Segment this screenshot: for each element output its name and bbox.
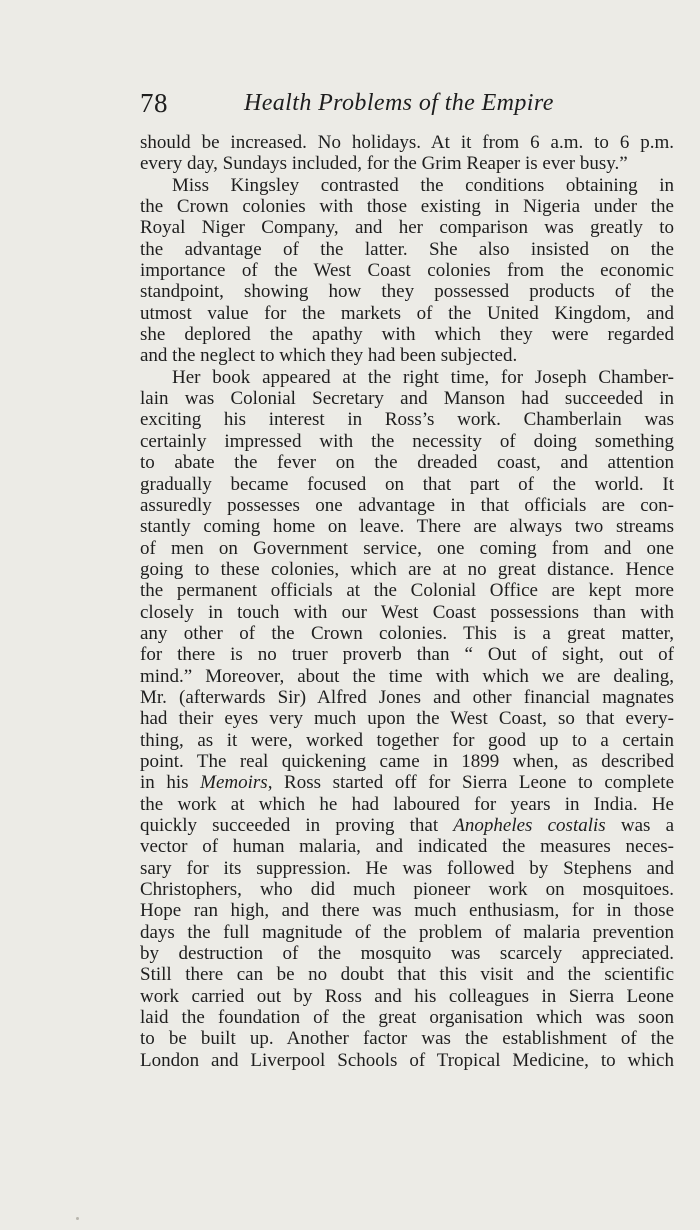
text-line: for there is no truer proverb than “ Out of sight, out of: [140, 644, 674, 666]
text-line: gradually became focused on that part of the world. It: [140, 473, 674, 495]
text-line: [140, 772, 674, 793]
text-line: the Crown colonies with those existing in Nigeria under the: [140, 196, 674, 218]
text-line: every day, Sundays included, for the Grim Reaper is ever busy.”: [140, 153, 628, 175]
text-line: Christophers, who did much pioneer work on mosquitoes.: [140, 879, 674, 901]
text-line: to abate the fever on the dreaded coast, and attention: [140, 452, 674, 474]
text-line: by destruction of the mosquito was scarcely appreciated.: [140, 943, 674, 965]
text-line: Still there can be no doubt that this visit and the scientific: [140, 964, 674, 986]
text-line: assuredly possesses one advantage in that officials are con-: [140, 494, 674, 516]
paper-speck: [76, 1217, 79, 1220]
book-title-italic: Memoirs: [200, 772, 268, 794]
text-line: closely in touch with our West Coast possessions than with: [140, 601, 674, 623]
text-line: laid the foundation of the great organisation which was soon: [140, 1007, 674, 1029]
text-line: certainly impressed with the necessity of doing something: [140, 430, 674, 452]
text-line: sary for its suppression. He was followed by Stephens and: [140, 857, 674, 879]
text-line: Royal Niger Company, and her comparison was greatly to: [140, 217, 674, 239]
text-line: [140, 815, 674, 836]
paragraph-start-line: Miss Kingsley contrasted the conditions obtaining in: [172, 174, 674, 196]
text-line: days the full magnitude of the problem of malaria prevention: [140, 921, 674, 943]
text-line: the advantage of the latter. She also insisted on the: [140, 238, 674, 260]
text-line: lain was Colonial Secretary and Manson had succeeded in: [140, 388, 674, 410]
body-text: [140, 132, 674, 1071]
text-fragment: in his: [140, 772, 201, 794]
text-line: work carried out by Ross and his colleagues in Sierra Leone: [140, 985, 674, 1007]
text-line: she deplored the apathy with which they were regarded: [140, 324, 674, 346]
text-line: London and Liverpool Schools of Tropical Medicine, to which: [140, 1049, 674, 1071]
text-line: stantly coming home on leave. There are always two streams: [140, 516, 674, 538]
text-line: should be increased. No holidays. At it from 6 a.m. to 6 p.m.: [140, 132, 674, 153]
text-line: had their eyes very much upon the West Coast, so that every-: [140, 708, 674, 730]
text-fragment: was a: [605, 815, 674, 836]
text-fragment: quickly succeeded in proving that: [140, 815, 454, 836]
text-line: point. The real quickening came in 1899 when, as described: [140, 750, 674, 772]
text-line: utmost value for the markets of the United Kingdom, and: [140, 302, 674, 324]
text-line: of men on Government service, one coming from and one: [140, 537, 674, 559]
text-line: the work at which he had laboured for years in India. He: [140, 793, 674, 815]
text-line: vector of human malaria, and indicated the measures neces-: [140, 836, 674, 858]
species-name-italic: Anopheles costalis: [453, 815, 606, 836]
text-line: the permanent officials at the Colonial Office are kept more: [140, 580, 674, 602]
page-header: [140, 88, 674, 128]
page-number: 78: [140, 88, 168, 118]
paragraph-start-line: Her book appeared at the right time, for Joseph Chamber-: [172, 366, 674, 388]
running-title: Health Problems of the Empire: [244, 90, 554, 116]
text-line: and the neglect to which they had been subjected.: [140, 345, 518, 367]
text-line: Hope ran high, and there was much enthusiasm, for in those: [140, 900, 674, 922]
text-line: Mr. (afterwards Sir) Alfred Jones and other financial magnates: [140, 686, 674, 708]
text-line: thing, as it were, worked together for good up to a certain: [140, 729, 674, 751]
text-line: exciting his interest in Ross’s work. Chamberlain was: [140, 409, 674, 431]
text-line: mind.” Moreover, about the time with which we are dealing,: [140, 665, 674, 687]
text-line: going to these colonies, which are at no great distance. Hence: [140, 558, 674, 580]
text-line: standpoint, showing how they possessed products of the: [140, 281, 674, 303]
text-line: any other of the Crown colonies. This is a great matter,: [140, 622, 674, 644]
text-line: importance of the West Coast colonies from the economic: [140, 260, 674, 282]
text-line: to be built up. Another factor was the establishment of the: [140, 1028, 674, 1050]
text-fragment: , Ross started off for Sierra Leone to complete: [267, 772, 675, 794]
